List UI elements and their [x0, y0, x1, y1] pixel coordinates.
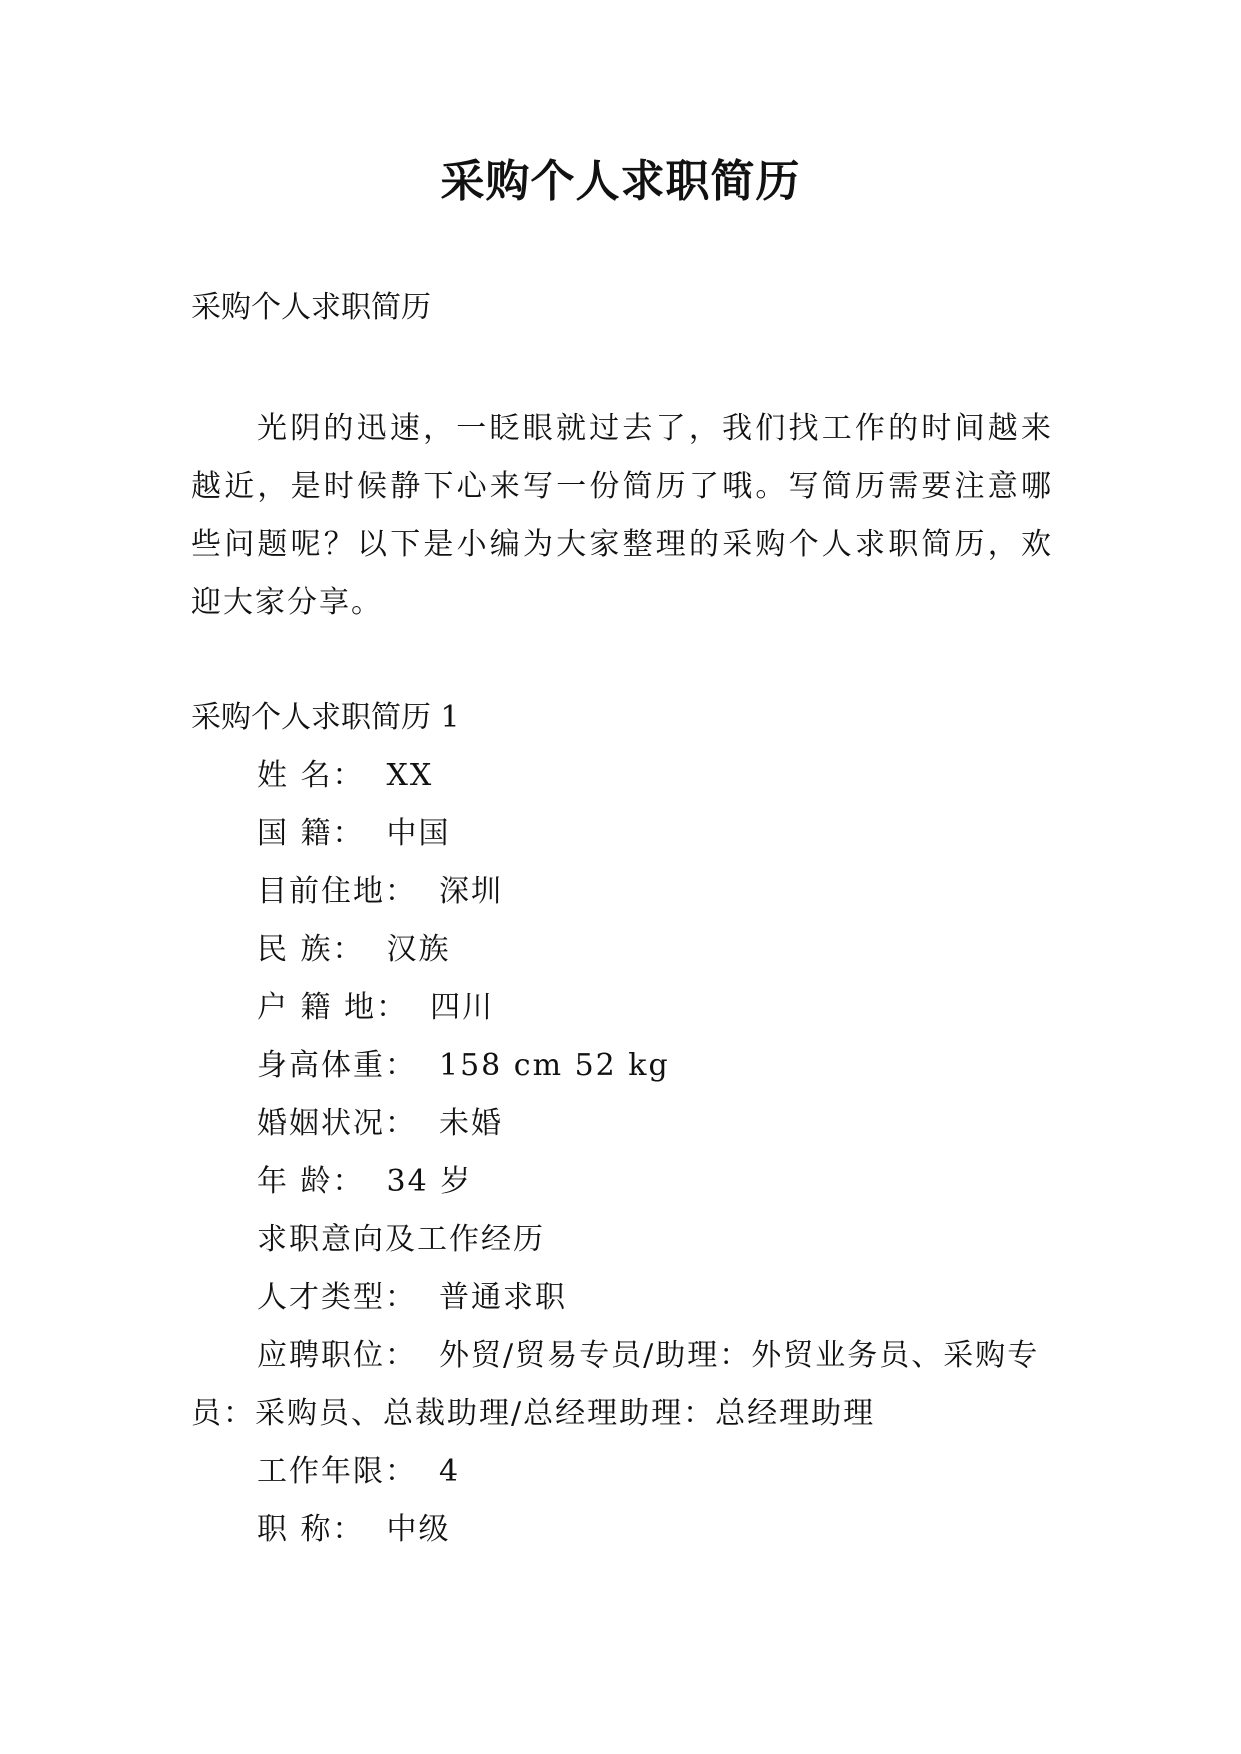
field-label: 工作年限： — [257, 1454, 417, 1489]
intro-paragraph: 光阴的迅速，一眨眼就过去了，我们找工作的时间越来越近，是时候静下心来写一份简历了哦。写简历需要注意哪些问题呢？以下是小编为大家整理的采购个人求职简历，欢迎大家分享。 — [191, 411, 1053, 620]
field-label: 国 籍： — [257, 816, 365, 851]
field-label: 婚姻状况： — [257, 1106, 417, 1141]
field-residence — [257, 872, 503, 912]
field-value: 外贸/贸易专员/助理：外贸业务员、采购专员：采购员、总裁助理/总经理助理：总经理助理 — [191, 1338, 1040, 1431]
field-label: 身高体重： — [257, 1048, 417, 1083]
field-value: 4 — [439, 1454, 461, 1489]
field-ethnicity — [257, 930, 451, 970]
field-label: 目前住地： — [257, 874, 417, 909]
field-talent-type — [257, 1278, 567, 1318]
field-applied-position — [191, 1327, 1053, 1443]
field-marital-status — [257, 1104, 503, 1144]
field-label: 姓 名： — [257, 758, 365, 793]
field-label: 应聘职位： — [257, 1338, 417, 1373]
document-title: 采购个人求职简历 — [440, 156, 801, 207]
field-age — [257, 1162, 472, 1202]
field-work-years — [257, 1452, 460, 1492]
field-label: 年 龄： — [257, 1164, 365, 1199]
field-value: XX — [386, 758, 434, 793]
career-heading: 求职意向及工作经历 — [257, 1222, 545, 1257]
field-hometown — [257, 988, 494, 1028]
field-value: 深圳 — [439, 874, 503, 909]
section-title: 采购个人求职简历 1 — [191, 700, 460, 735]
field-nationality — [257, 814, 451, 854]
field-value: 未婚 — [439, 1106, 503, 1141]
field-value: 中级 — [386, 1512, 451, 1547]
field-name — [257, 756, 433, 796]
field-professional-title — [257, 1510, 451, 1550]
field-value: 中国 — [386, 816, 451, 851]
field-label: 户 籍 地： — [257, 990, 409, 1025]
field-height-weight — [257, 1046, 670, 1086]
field-label: 民 族： — [257, 932, 365, 967]
field-value: 158 cm 52 kg — [439, 1048, 670, 1083]
field-value: 四川 — [430, 990, 495, 1025]
field-value: 34 岁 — [386, 1164, 473, 1199]
field-value: 汉族 — [386, 932, 451, 967]
field-label: 人才类型： — [257, 1280, 417, 1315]
field-value: 普通求职 — [439, 1280, 567, 1315]
field-label: 职 称： — [257, 1512, 365, 1547]
subtitle: 采购个人求职简历 — [191, 290, 431, 325]
